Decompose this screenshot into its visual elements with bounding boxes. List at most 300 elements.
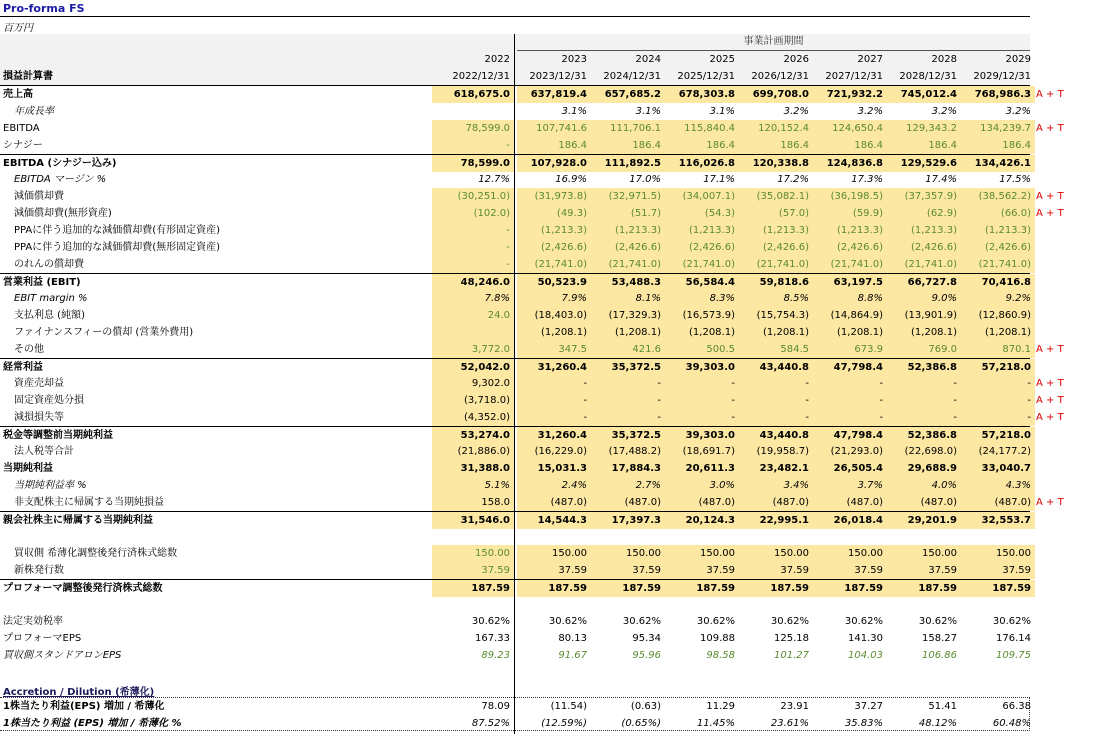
row-value-2029: (1,213.3) [961, 222, 1035, 239]
row-value-2026: 120,338.8 [739, 155, 813, 172]
row-value-2025: (18,691.7) [665, 443, 739, 460]
row-value-2024: 17.0% [629, 174, 661, 185]
row-value-2027: 3.7% [813, 477, 887, 494]
row-label: EBIT margin % [14, 293, 88, 304]
row-value-2027: (59.9) [813, 205, 887, 222]
row-value-2028: (1,208.1) [887, 324, 961, 341]
row-label: PPAに伴う追加的な減価償却費(有形固定資産) [14, 225, 221, 236]
row-value-2024: (487.0) [591, 494, 665, 511]
row-value-2022: (102.0) [432, 205, 514, 222]
row-value-2028: 9.0% [887, 290, 961, 307]
row-value-2026: 37.59 [739, 562, 813, 579]
row-value-2023: (21,741.0) [517, 256, 591, 273]
row-value-2023: 15,031.3 [517, 460, 591, 477]
row-value-2023: 186.4 [517, 137, 591, 154]
row-value-2023: - [517, 392, 591, 409]
row-value-2022: 78,599.0 [432, 120, 514, 137]
row-value-2024: 17,397.3 [591, 512, 665, 529]
row-value-2029: 30.62% [992, 616, 1031, 627]
row-value-2023: 2.4% [517, 477, 591, 494]
row-value-2025: 98.58 [706, 650, 735, 661]
table-row [0, 307, 1030, 324]
table-row [0, 188, 1064, 205]
row-value-2027: 187.59 [813, 580, 887, 597]
row-value-2029: (66.0) [961, 205, 1035, 222]
date-header-2026: 2026/12/31 [751, 71, 809, 82]
row-label: 親会社株主に帰属する当期純利益 [3, 515, 153, 526]
row-value-2025: (1,208.1) [665, 324, 739, 341]
table-row [0, 103, 1030, 120]
row-value-2025: (34,007.1) [665, 188, 739, 205]
row-value-2026: (57.0) [739, 205, 813, 222]
table-row [0, 630, 1030, 647]
row-value-2028: (487.0) [887, 494, 961, 511]
row-value-2024: 187.59 [591, 580, 665, 597]
row-value-2024: (0.65%) [621, 718, 661, 729]
row-value-2025: (16,573.9) [665, 307, 739, 324]
row-value-2027: 721,932.2 [813, 86, 887, 103]
row-value-2025: 11.45% [696, 718, 735, 729]
year-header-row [0, 51, 1030, 68]
row-value-2028: 29,201.9 [887, 512, 961, 529]
plan-period-label: 事業計画期間 [743, 36, 804, 47]
row-value-2029: 768,986.3 [961, 86, 1035, 103]
row-value-2029: (21,741.0) [961, 256, 1035, 273]
row-label: 1株当たり利益(EPS) 増加 / 希薄化 [3, 701, 165, 712]
row-value-2029: - [961, 392, 1035, 409]
row-value-2028: 150.00 [887, 545, 961, 562]
row-value-2027: 186.4 [813, 137, 887, 154]
row-label: 当期純利益 [3, 463, 53, 474]
row-value-2029: (487.0) [961, 494, 1035, 511]
row-value-2023: 107,928.0 [517, 155, 591, 172]
row-value-2028: (1,213.3) [887, 222, 961, 239]
row-value-2029: 150.00 [961, 545, 1035, 562]
row-value-2022: 7.8% [432, 290, 514, 307]
row-label: 当期純利益率 % [14, 480, 87, 491]
row-value-2024: 30.62% [622, 616, 661, 627]
row-value-2027: (487.0) [813, 494, 887, 511]
row-value-2023: 3.1% [561, 106, 587, 117]
table-row [0, 494, 1064, 511]
row-value-2028: - [887, 375, 961, 392]
row-value-2026: 187.59 [739, 580, 813, 597]
row-value-2028: (13,901.9) [887, 307, 961, 324]
row-value-2024: (32,971.5) [591, 188, 665, 205]
table-row [0, 511, 1030, 529]
table-row [0, 528, 1030, 545]
row-value-2028: - [887, 392, 961, 409]
row-label: 法人税等合計 [14, 446, 74, 457]
row-label: 非支配株主に帰属する当期純損益 [14, 497, 164, 508]
row-value-2026: 120,152.4 [739, 120, 813, 137]
row-value-2027: 47,798.4 [813, 427, 887, 444]
accretion-box [0, 697, 1030, 731]
row-value-2023: (12.59%) [541, 718, 587, 729]
row-value-2023: 107,741.6 [517, 120, 591, 137]
row-value-2022: 158.0 [432, 494, 514, 511]
row-value-2029: (24,177.2) [961, 443, 1035, 460]
row-value-2028: 48.12% [918, 718, 957, 729]
row-value-2026: - [739, 375, 813, 392]
row-value-2027: (14,864.9) [813, 307, 887, 324]
year-header-2027: 2027 [857, 54, 883, 65]
row-value-2028: 158.27 [922, 633, 957, 644]
accretion-title: Accretion / Dilution (希薄化) [3, 687, 155, 698]
row-value-2025: - [665, 375, 739, 392]
row-value-2028: 17.4% [925, 174, 957, 185]
row-value-2023: 14,544.3 [517, 512, 591, 529]
row-value-2029: 186.4 [961, 137, 1035, 154]
row-value-2022: 53,274.0 [432, 427, 514, 444]
row-value-2023: 16.9% [555, 174, 587, 185]
row-value-2023: (1,213.3) [517, 222, 591, 239]
row-value-2027: - [813, 375, 887, 392]
row-value-2022 [432, 324, 514, 341]
date-header-2025: 2025/12/31 [677, 71, 735, 82]
row-value-2025: 11.29 [706, 701, 735, 712]
row-value-2026: 125.18 [774, 633, 809, 644]
row-value-2029: 32,553.7 [961, 512, 1035, 529]
row-value-2024: 657,685.2 [591, 86, 665, 103]
row-value-2024: 2.7% [591, 477, 665, 494]
row-value-2028: (37,357.9) [887, 188, 961, 205]
row-value-2027: 30.62% [844, 616, 883, 627]
row-value-2023: (18,403.0) [517, 307, 591, 324]
row-value-2026: - [739, 409, 813, 426]
row-value-2027: 3.2% [857, 106, 883, 117]
row-value-2023: (31,973.8) [517, 188, 591, 205]
row-value-2026: 186.4 [739, 137, 813, 154]
table-row [0, 205, 1064, 222]
row-value-2027: - [813, 392, 887, 409]
a-plus-t-flag: A + T [1036, 191, 1064, 202]
table-row [0, 137, 1030, 154]
plan-divider [514, 34, 515, 734]
row-label: 買収側スタンドアロンEPS [3, 650, 122, 661]
row-value-2029: 57,218.0 [961, 359, 1035, 376]
row-value-2025: 3.1% [709, 106, 735, 117]
row-value-2027: 124,650.4 [813, 120, 887, 137]
year-header-2025: 2025 [709, 54, 735, 65]
row-value-2028: 106.86 [922, 650, 957, 661]
row-value-2026: 23.61% [770, 718, 809, 729]
row-label: 固定資産処分損 [14, 395, 84, 406]
row-value-2029: 33,040.7 [961, 460, 1035, 477]
row-value-2029: 70,416.8 [961, 274, 1035, 291]
row-value-2029: - [961, 409, 1035, 426]
row-value-2022: 48,246.0 [432, 274, 514, 291]
row-value-2024: (1,208.1) [591, 324, 665, 341]
row-value-2022: - [432, 256, 514, 273]
row-value-2027: (36,198.5) [813, 188, 887, 205]
row-value-2022: 5.1% [432, 477, 514, 494]
row-value-2022: 167.33 [475, 633, 510, 644]
row-label: のれんの償却費 [14, 259, 84, 270]
row-value-2022: 9,302.0 [432, 375, 514, 392]
row-label: 売上高 [3, 89, 33, 100]
table-row [0, 358, 1030, 376]
row-value-2025: (487.0) [665, 494, 739, 511]
year-header-2026: 2026 [783, 54, 809, 65]
row-value-2027: 17.3% [851, 174, 883, 185]
row-value-2028: 4.0% [887, 477, 961, 494]
date-header-2024: 2024/12/31 [603, 71, 661, 82]
row-label: 減価償却費(無形資産) [14, 208, 112, 219]
row-value-2027: (21,293.0) [813, 443, 887, 460]
table-row [0, 477, 1030, 494]
row-value-2026: (35,082.1) [739, 188, 813, 205]
row-value-2022: 89.23 [481, 650, 510, 661]
row-value-2027: 124,836.8 [813, 155, 887, 172]
table-row [0, 239, 1030, 256]
row-value-2026: (19,958.7) [739, 443, 813, 460]
row-value-2027: - [813, 409, 887, 426]
row-label: 経常利益 [3, 362, 43, 373]
row-value-2026: 8.5% [739, 290, 813, 307]
row-value-2026: - [739, 392, 813, 409]
row-value-2025: 39,303.0 [665, 427, 739, 444]
row-value-2026: (21,741.0) [739, 256, 813, 273]
row-label: 法定実効税率 [3, 616, 63, 627]
row-value-2026: (487.0) [739, 494, 813, 511]
row-value-2028: - [887, 409, 961, 426]
row-value-2029: (12,860.9) [961, 307, 1035, 324]
row-value-2025: 115,840.4 [665, 120, 739, 137]
row-value-2024: - [591, 409, 665, 426]
row-value-2028: (22,698.0) [887, 443, 961, 460]
row-label: 減価償却費 [14, 191, 64, 202]
year-header-2022: 2022 [484, 54, 510, 65]
row-value-2026: 584.5 [739, 341, 813, 358]
row-value-2023: 91.67 [558, 650, 587, 661]
a-plus-t-flag: A + T [1036, 378, 1064, 389]
row-value-2023: (49.3) [517, 205, 591, 222]
row-value-2029: 17.5% [999, 174, 1031, 185]
row-value-2028: 186.4 [887, 137, 961, 154]
date-header-2029: 2029/12/31 [973, 71, 1031, 82]
row-value-2024: (17,329.3) [591, 307, 665, 324]
row-value-2024: (2,426.6) [591, 239, 665, 256]
row-value-2025: 150.00 [665, 545, 739, 562]
row-value-2025: (54.3) [665, 205, 739, 222]
row-value-2024: (1,213.3) [591, 222, 665, 239]
row-value-2023: 50,523.9 [517, 274, 591, 291]
row-value-2023: (11.54) [550, 701, 587, 712]
row-value-2028: 51.41 [928, 701, 957, 712]
row-value-2026: 23,482.1 [739, 460, 813, 477]
row-value-2029: 9.2% [961, 290, 1035, 307]
row-value-2024: 53,488.3 [591, 274, 665, 291]
a-plus-t-flag: A + T [1036, 497, 1064, 508]
row-value-2025: 500.5 [665, 341, 739, 358]
table-row [0, 154, 1030, 172]
table-row [0, 545, 1030, 562]
row-value-2028: 66,727.8 [887, 274, 961, 291]
row-value-2024: 35,372.5 [591, 427, 665, 444]
table-row [0, 341, 1064, 358]
row-value-2024: 35,372.5 [591, 359, 665, 376]
row-value-2029: (38,562.2) [961, 188, 1035, 205]
table-row [0, 171, 1030, 188]
row-value-2028: 37.59 [887, 562, 961, 579]
row-value-2025: (2,426.6) [665, 239, 739, 256]
row-value-2024: (17,488.2) [591, 443, 665, 460]
row-value-2022: (30,251.0) [432, 188, 514, 205]
row-value-2027: (1,213.3) [813, 222, 887, 239]
row-value-2025: - [665, 392, 739, 409]
table-row [0, 256, 1030, 273]
row-value-2024: (21,741.0) [591, 256, 665, 273]
row-value-2026: 150.00 [739, 545, 813, 562]
row-value-2023: (1,208.1) [517, 324, 591, 341]
row-value-2022: 31,388.0 [432, 460, 514, 477]
row-value-2025: 3.0% [665, 477, 739, 494]
unit-label: 百万円 [3, 23, 33, 34]
row-value-2023: 187.59 [517, 580, 591, 597]
row-value-2029: 870.1 [961, 341, 1035, 358]
row-value-2022: 618,675.0 [432, 86, 514, 103]
row-value-2024: 111,892.5 [591, 155, 665, 172]
row-value-2022: (21,886.0) [432, 443, 514, 460]
row-value-2025: 186.4 [665, 137, 739, 154]
row-value-2028: 3.2% [931, 106, 957, 117]
row-label: プロフォーマEPS [3, 633, 82, 644]
row-value-2024: (0.63) [630, 701, 661, 712]
row-value-2025: 20,124.3 [665, 512, 739, 529]
row-label: 買収側 希薄化調整後発行済株式総数 [14, 548, 178, 559]
row-value-2026: 43,440.8 [739, 359, 813, 376]
row-value-2028: (2,426.6) [887, 239, 961, 256]
a-plus-t-flag: A + T [1036, 123, 1064, 134]
row-value-2026: 17.2% [777, 174, 809, 185]
row-label: シナジー [3, 140, 43, 151]
row-value-2029: 3.2% [1005, 106, 1031, 117]
row-value-2023: 150.00 [517, 545, 591, 562]
row-value-2023: - [517, 409, 591, 426]
row-value-2025: 116,026.8 [665, 155, 739, 172]
row-value-2029: 134,426.1 [961, 155, 1035, 172]
date-header-row [0, 68, 1030, 86]
row-value-2028: 29,688.9 [887, 460, 961, 477]
row-value-2026: 699,708.0 [739, 86, 813, 103]
row-value-2025: 20,611.3 [665, 460, 739, 477]
date-header-2028: 2028/12/31 [899, 71, 957, 82]
row-value-2024: 95.34 [632, 633, 661, 644]
row-value-2023: 347.5 [517, 341, 591, 358]
row-value-2028: 769.0 [887, 341, 961, 358]
a-plus-t-flag: A + T [1036, 208, 1064, 219]
row-value-2028: 30.62% [918, 616, 957, 627]
row-value-2025: 37.59 [665, 562, 739, 579]
table-row [0, 443, 1030, 460]
row-value-2027: 141.30 [848, 633, 883, 644]
row-value-2022: 87.52% [471, 718, 510, 729]
table-row [0, 392, 1064, 409]
table-row [0, 613, 1030, 630]
row-value-2022: 78,599.0 [432, 155, 514, 172]
a-plus-t-flag: A + T [1036, 395, 1064, 406]
row-value-2026: 59,818.6 [739, 274, 813, 291]
row-value-2022: 24.0 [432, 307, 514, 324]
row-value-2027: 47,798.4 [813, 359, 887, 376]
date-header-2023: 2023/12/31 [529, 71, 587, 82]
table-row [0, 222, 1030, 239]
row-value-2026: (1,208.1) [739, 324, 813, 341]
row-value-2022: - [432, 239, 514, 256]
row-value-2022: 78.09 [481, 701, 510, 712]
table-row [0, 290, 1030, 307]
row-label: ファイナンスフィーの償却 (営業外費用) [14, 327, 194, 338]
row-value-2022: 3,772.0 [432, 341, 514, 358]
row-label: 減損損失等 [14, 412, 64, 423]
row-label: 税金等調整前当期純利益 [3, 430, 113, 441]
sheet-title: Pro-forma FS [3, 2, 85, 15]
title-row [0, 0, 1030, 17]
row-label: 年成長率 [14, 106, 54, 117]
row-value-2028: 52,386.8 [887, 427, 961, 444]
row-label: PPAに伴う追加的な減価償却費(無形固定資産) [14, 242, 221, 253]
row-value-2022: 150.00 [432, 545, 514, 562]
table-row [0, 375, 1064, 392]
row-value-2026: (1,213.3) [739, 222, 813, 239]
row-value-2026: (2,426.6) [739, 239, 813, 256]
table-row [0, 426, 1030, 444]
row-value-2028: (21,741.0) [887, 256, 961, 273]
row-value-2024: 8.1% [591, 290, 665, 307]
row-value-2025: (1,213.3) [665, 222, 739, 239]
row-value-2023: 637,819.4 [517, 86, 591, 103]
table-row [0, 647, 1030, 664]
table-row [0, 681, 1030, 698]
row-value-2023: (487.0) [517, 494, 591, 511]
row-value-2029: 187.59 [961, 580, 1035, 597]
row-value-2024: 37.59 [591, 562, 665, 579]
row-value-2024: 3.1% [635, 106, 661, 117]
row-value-2022 [432, 103, 514, 120]
row-value-2029: (1,208.1) [961, 324, 1035, 341]
row-value-2024: 111,706.1 [591, 120, 665, 137]
row-label: EBITDA マージン % [14, 174, 107, 185]
row-value-2028: 129,529.6 [887, 155, 961, 172]
row-value-2022: (4,352.0) [432, 409, 514, 426]
row-value-2024: (51.7) [591, 205, 665, 222]
row-value-2023: 31,260.4 [517, 427, 591, 444]
row-value-2026: 101.27 [774, 650, 809, 661]
row-value-2024: 421.6 [591, 341, 665, 358]
row-value-2023: 80.13 [558, 633, 587, 644]
row-value-2029: 134,239.7 [961, 120, 1035, 137]
row-value-2028: 187.59 [887, 580, 961, 597]
row-value-2023: (2,426.6) [517, 239, 591, 256]
table-row [0, 579, 1030, 597]
row-value-2029: 66.38 [1002, 701, 1031, 712]
row-value-2027: (21,741.0) [813, 256, 887, 273]
row-value-2022: 30.62% [471, 616, 510, 627]
section-label: 損益計算書 [3, 71, 53, 82]
row-value-2025: 187.59 [665, 580, 739, 597]
row-value-2027: (2,426.6) [813, 239, 887, 256]
row-value-2027: 104.03 [848, 650, 883, 661]
row-value-2027: 8.8% [813, 290, 887, 307]
row-value-2023: 37.59 [517, 562, 591, 579]
row-value-2026: (15,754.3) [739, 307, 813, 324]
row-value-2029: 109.75 [996, 650, 1031, 661]
row-label: 資産売却益 [14, 378, 64, 389]
date-header-2022: 2022/12/31 [452, 71, 510, 82]
a-plus-t-flag: A + T [1036, 344, 1064, 355]
year-header-2028: 2028 [931, 54, 957, 65]
